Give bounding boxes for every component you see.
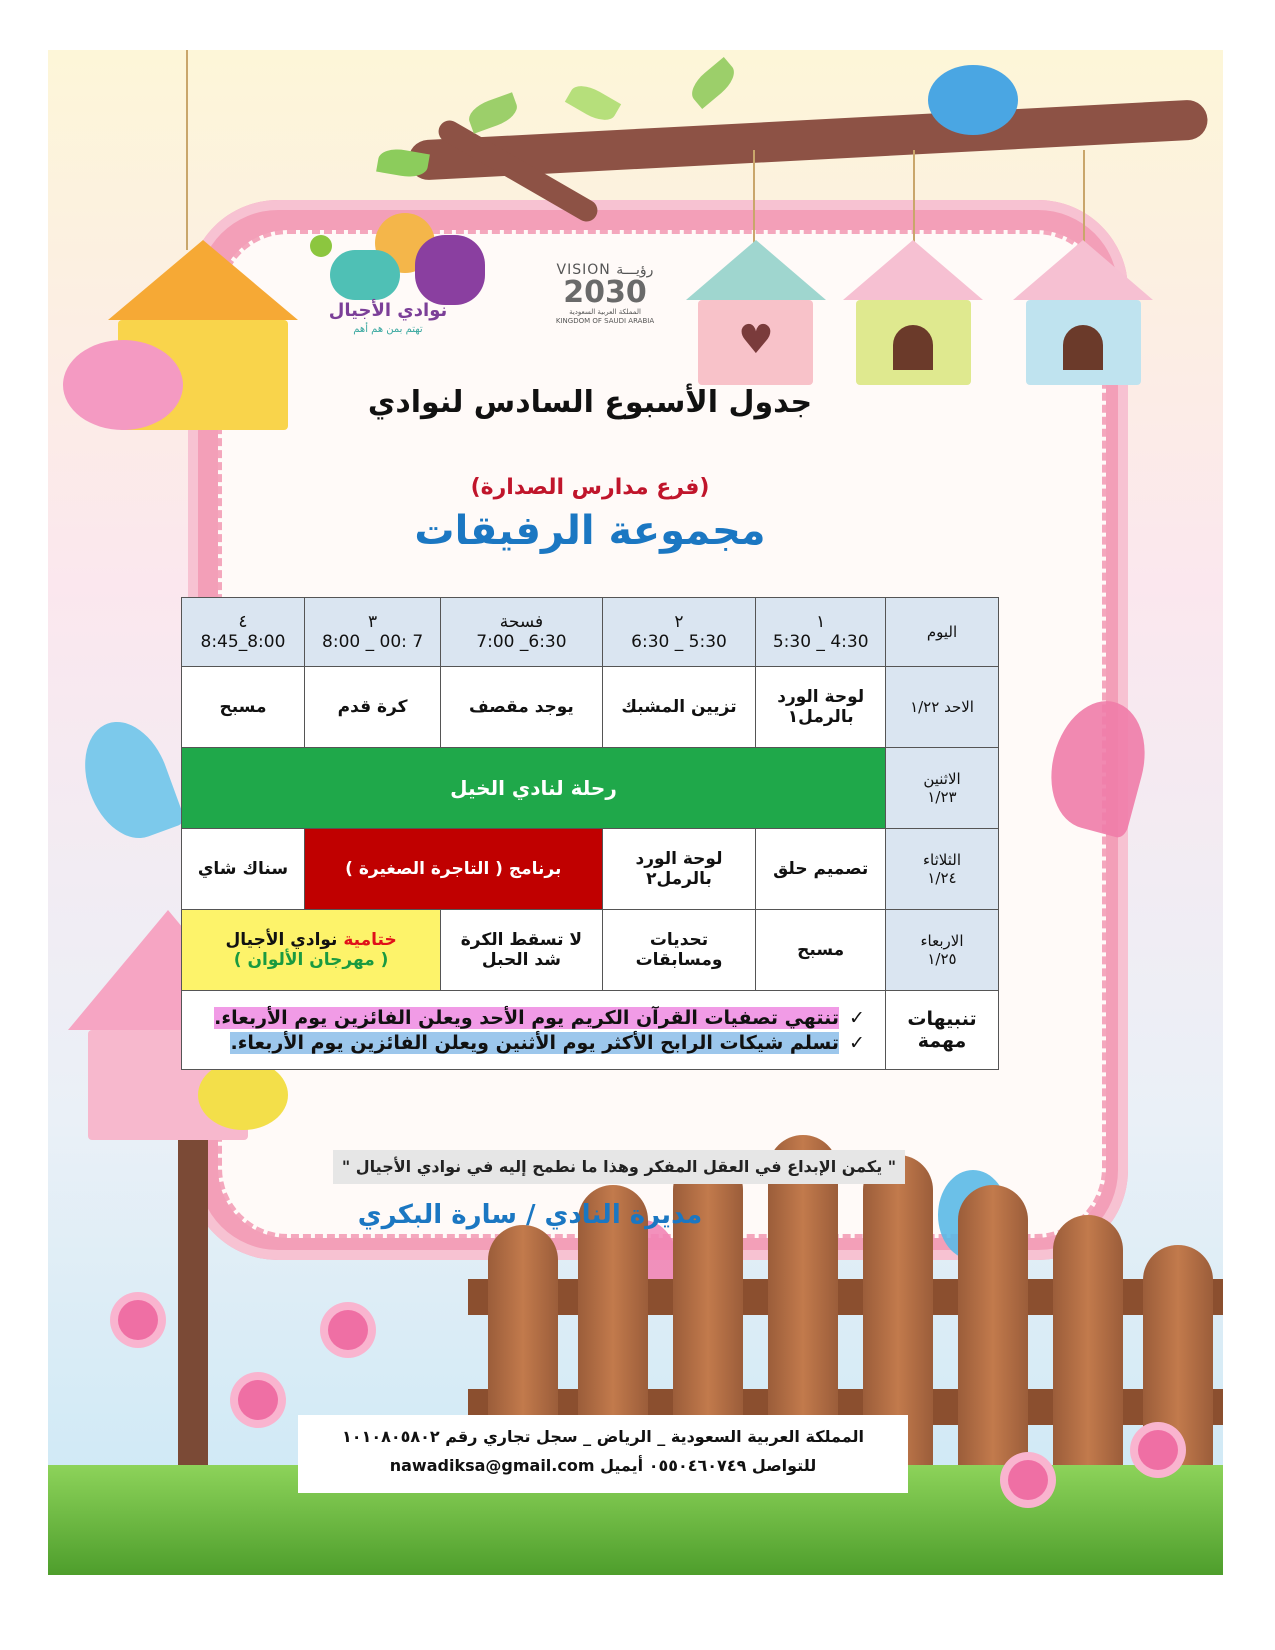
heart-icon: ♥ xyxy=(738,317,774,363)
day-name: الاربعاء xyxy=(920,932,964,950)
activity-line: تحديات xyxy=(649,930,709,950)
period-number: ٣ xyxy=(368,612,378,632)
header-break xyxy=(441,598,602,667)
schedule-table xyxy=(181,597,999,1070)
logo-name: نوادي الأجيال xyxy=(328,300,448,321)
period-number: فسحة xyxy=(499,612,544,632)
day-cell xyxy=(886,748,999,829)
trip-cell: رحلة لنادي الخيل xyxy=(182,748,886,829)
activity-line: لوحة الورد xyxy=(777,687,865,707)
alert-note-1 xyxy=(192,1007,875,1029)
finale-line xyxy=(186,930,436,950)
alert-note-text: تنتهي تصفيات القرآن الكريم يوم الأحد ويعلن الفائزين يوم الأربعاء. xyxy=(214,1006,839,1029)
table-row-sunday xyxy=(182,667,999,748)
birdhouse-door xyxy=(1063,325,1103,370)
header-day: اليوم xyxy=(886,598,999,667)
birdhouse-pole xyxy=(178,1140,208,1470)
day-name: الاثنين xyxy=(923,770,961,788)
birdhouse-roof xyxy=(843,240,983,300)
yellow-bird-icon xyxy=(198,1060,288,1130)
activity-cell: مسبح xyxy=(182,667,305,748)
flower-icon xyxy=(118,1300,158,1340)
alerts-label-line: تنبيهات xyxy=(907,1008,977,1030)
leaf-icon xyxy=(685,57,740,109)
activity-line: بالرمل٢ xyxy=(646,869,712,889)
canteen-cell: يوجد مقصف xyxy=(441,667,602,748)
day-cell xyxy=(886,829,999,910)
alerts-label-line: مهمة xyxy=(917,1030,967,1052)
footer-contact: للتواصل ٠٥٥٠٤٦٠٧٤٩ أيميل nawadiksa@gmail.com xyxy=(389,1456,817,1475)
table-row-monday xyxy=(182,748,999,829)
vision-label: VISION رؤيـــة xyxy=(556,262,654,278)
blue-bird-icon xyxy=(928,65,1018,135)
activity-cell xyxy=(602,829,756,910)
vision-country-ar: المملكة العربية السعودية xyxy=(569,308,641,316)
finale-highlight: ختامية xyxy=(343,930,397,950)
day-cell xyxy=(886,910,999,991)
activity-cell xyxy=(756,667,886,748)
alerts-notes xyxy=(182,991,886,1070)
header-period-1 xyxy=(756,598,886,667)
alert-note-2 xyxy=(192,1032,875,1054)
butterfly-icon xyxy=(70,710,186,850)
header-period-2 xyxy=(602,598,756,667)
check-icon: ✓ xyxy=(849,1031,865,1054)
activity-line: لا تسقط الكرة xyxy=(460,930,583,950)
day-cell: الاحد ١/٢٢ xyxy=(886,667,999,748)
quote-banner: " يكمن الإبداع في العقل المفكر وهذا ما نطمح إليه في نوادي الأجيال " xyxy=(333,1150,905,1184)
finale-text: نوادي الأجيال xyxy=(225,930,344,950)
birdhouse-roof xyxy=(1013,240,1153,300)
vision-year: 2030 xyxy=(563,275,647,310)
program-cell: برنامج ( التاجرة الصغيرة ) xyxy=(304,829,602,910)
table-row-tuesday xyxy=(182,829,999,910)
leaf-icon xyxy=(565,79,621,127)
birdhouse-string xyxy=(186,50,188,250)
flower-icon xyxy=(1008,1460,1048,1500)
footer-box xyxy=(298,1415,908,1493)
period-number: ٢ xyxy=(674,612,684,632)
day-date: ١/٢٥ xyxy=(927,950,957,968)
period-time: 8:00_8:45 xyxy=(200,632,286,652)
period-number: ١ xyxy=(816,612,826,632)
logo-tagline: تهتم بمن هم أهم xyxy=(353,324,423,335)
check-icon: ✓ xyxy=(849,1006,865,1029)
vision-2030-logo xyxy=(540,262,670,326)
table-row-wednesday xyxy=(182,910,999,991)
activity-cell: سناك شاي xyxy=(182,829,305,910)
flower-icon xyxy=(328,1310,368,1350)
activity-line: بالرمل١ xyxy=(787,707,854,727)
period-time: 4:30 _ 5:30 xyxy=(772,632,869,652)
activity-cell: مسبح xyxy=(756,910,886,991)
period-time: 7 :00 _ 8:00 xyxy=(322,632,424,652)
activity-line: لوحة الورد xyxy=(635,849,723,869)
day-date: ١/٢٣ xyxy=(927,788,957,806)
header-period-3 xyxy=(304,598,440,667)
flower-icon xyxy=(1138,1430,1178,1470)
day-name: الثلاثاء xyxy=(922,851,961,869)
alerts-label xyxy=(886,991,999,1070)
leaf-icon xyxy=(465,92,521,134)
page-title: جدول الأسبوع السادس لنوادي xyxy=(367,385,813,420)
activity-cell: تصميم حلق xyxy=(756,829,886,910)
activity-cell: كرة قدم xyxy=(304,667,440,748)
table-row-alerts xyxy=(182,991,999,1070)
day-date: ١/٢٤ xyxy=(927,869,957,887)
finale-cell xyxy=(182,910,441,991)
period-time: 6:30_ 7:00 xyxy=(476,632,567,652)
header-period-4 xyxy=(182,598,305,667)
footer-address: المملكة العربية السعودية _ الرياض _ سجل تجاري رقم ١٠١٠٨٠٥٨٠٢ xyxy=(342,1427,864,1446)
vision-country-en: KINGDOM OF SAUDI ARABIA xyxy=(555,317,655,325)
period-number: ٤ xyxy=(238,612,248,632)
branch-name: (فرع مدارس الصدارة) xyxy=(470,475,710,500)
flower-icon xyxy=(238,1380,278,1420)
activity-cell: تزيين المشبك xyxy=(602,667,756,748)
pink-bird-icon xyxy=(63,340,183,430)
activity-line: ومسابقات xyxy=(635,950,723,970)
birdhouse-roof xyxy=(108,240,298,320)
manager-signature: مديرة النادي / سارة البكري xyxy=(357,1200,703,1230)
alert-note-text: تسلم شيكات الرابح الأكثر يوم الأثنين ويعلن الفائزين يوم الأربعاء. xyxy=(230,1031,839,1054)
activity-cell xyxy=(441,910,602,991)
finale-subtitle: ( مهرجان الألوان ) xyxy=(233,950,389,970)
birdhouse-door xyxy=(893,325,933,370)
activity-cell xyxy=(602,910,756,991)
fence-post xyxy=(1053,1215,1123,1485)
fence-post xyxy=(958,1185,1028,1485)
table-header-row xyxy=(182,598,999,667)
period-time: 5:30 _ 6:30 xyxy=(631,632,727,652)
activity-line: شد الحبل xyxy=(481,950,561,970)
group-name: مجموعة الرفيقات xyxy=(414,508,766,554)
birdhouse-roof xyxy=(686,240,826,300)
